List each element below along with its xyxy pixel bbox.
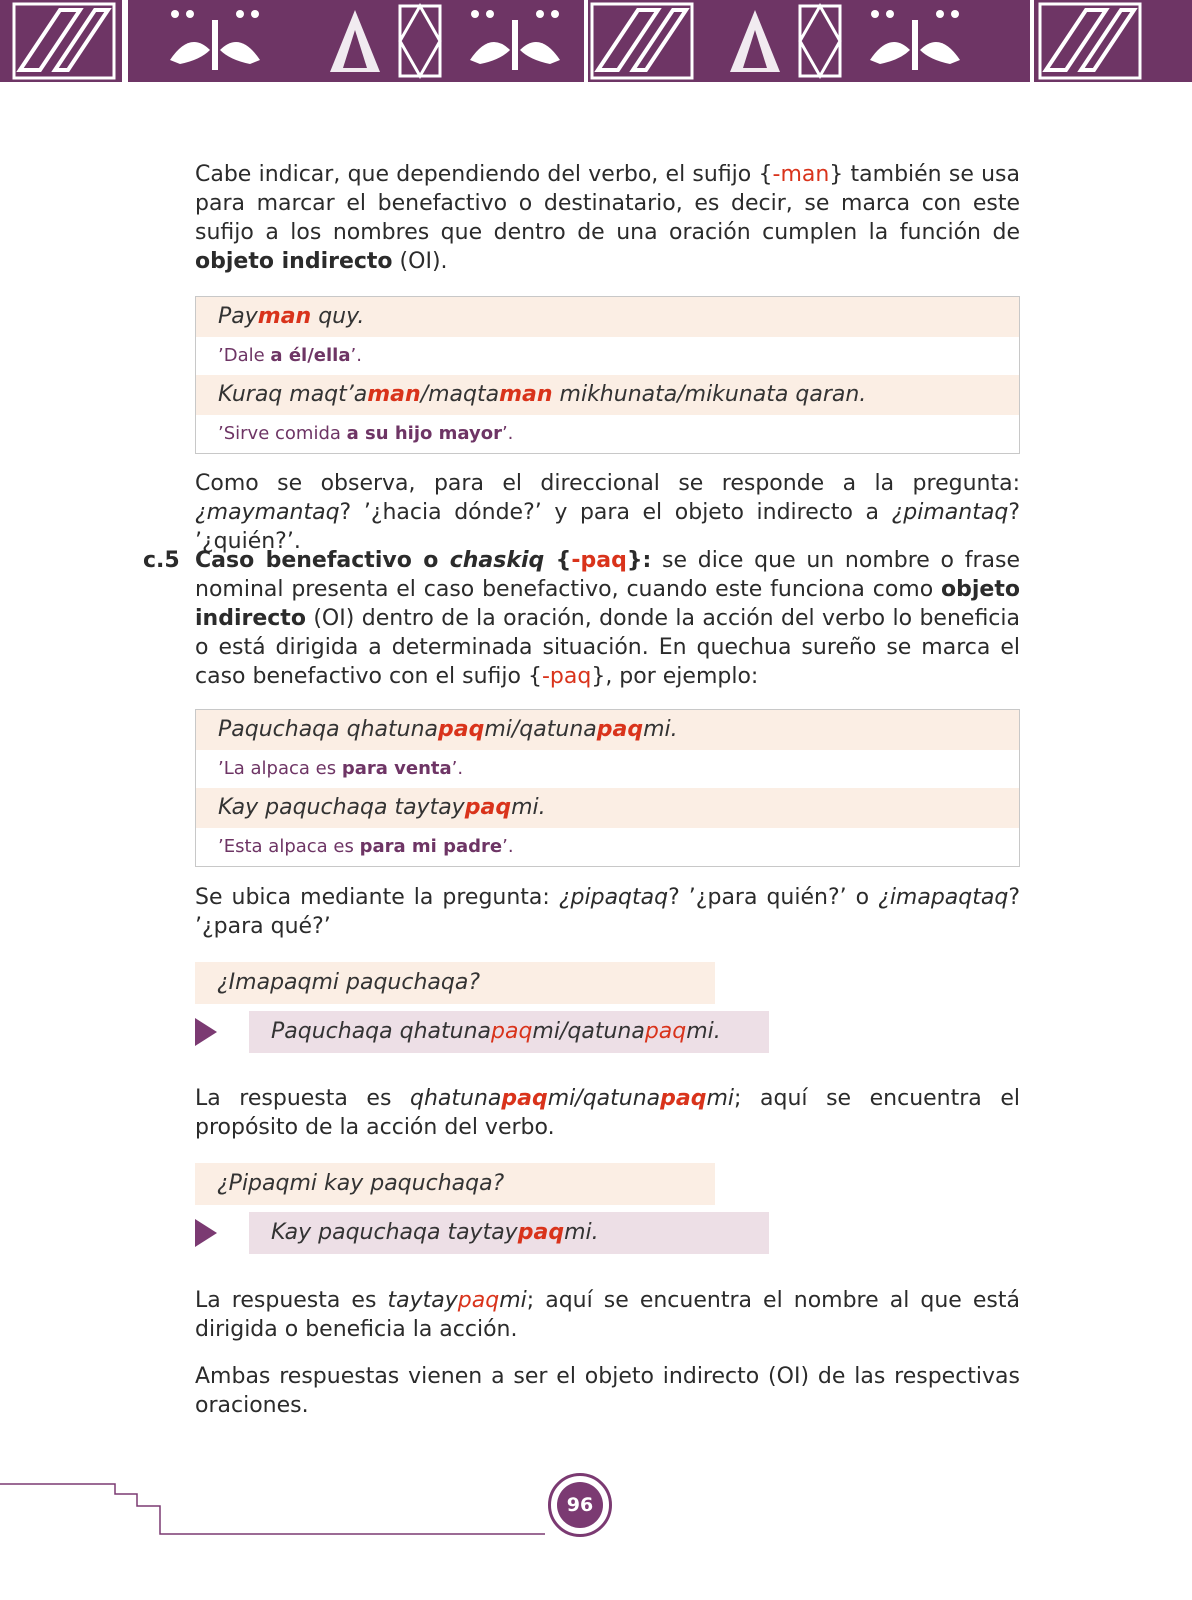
textile-pattern-icon — [0, 0, 1192, 82]
example-quechua-row — [196, 710, 1019, 750]
answer-box — [249, 1212, 769, 1254]
text: Ambas respuestas vienen a ser el objeto indirecto (OI) de las respectivas oraciones. — [195, 1364, 1020, 1418]
text: mi/qatuna — [484, 717, 597, 742]
example-translation-row — [196, 828, 1019, 866]
example-translation-row — [196, 415, 1019, 453]
page-number: 96 — [557, 1482, 603, 1528]
suffix-highlight: paq — [644, 1019, 687, 1044]
suffix-highlight: paq — [596, 717, 644, 742]
text: mi. — [686, 1019, 721, 1044]
text: Se ubica mediante la pregunta: — [195, 885, 559, 910]
text: ; aquí se encuentra el nombre al que está dirigida o beneficia la acción. — [195, 1288, 1020, 1342]
bold-term: para mi padre — [359, 836, 503, 857]
text: Como se observa, para el direccional se responde a la pregunta: — [195, 471, 1020, 496]
bold-term: a él/ella — [270, 345, 351, 366]
section-c5 — [143, 546, 1020, 691]
suffix-highlight: paq — [491, 1019, 533, 1044]
suffix-highlight: man — [257, 304, 312, 329]
section-heading: Caso benefactivo o — [195, 548, 450, 573]
text: ’. — [451, 758, 464, 779]
text: Paquchaqa qhatuna — [218, 717, 438, 742]
text: La respuesta es — [195, 1086, 410, 1111]
italic-term: ¿pimantaq — [891, 500, 1009, 525]
text: ’Dale — [218, 345, 271, 366]
bold-term: objeto indirecto — [195, 249, 393, 274]
section-heading: { — [544, 548, 572, 573]
page-number-badge — [548, 1473, 612, 1537]
text: se dice que un nombre o frase nominal presenta el caso benefactivo, cuando este funciona como — [195, 548, 1020, 602]
question-text: ¿Pipaqmi kay paquchaqa? — [217, 1171, 505, 1196]
text: La respuesta es — [195, 1288, 388, 1313]
text: (OI). — [392, 249, 448, 274]
text: ’. — [502, 836, 514, 857]
text: mi. — [511, 795, 546, 820]
italic-term: ¿maymantaq — [195, 500, 340, 525]
section-heading-italic: chaskiq — [449, 548, 545, 573]
play-arrow-icon — [195, 1018, 217, 1046]
text: Kay paquchaqa taytay — [218, 795, 465, 820]
italic-term: mi — [499, 1288, 527, 1313]
play-arrow-icon — [195, 1219, 217, 1247]
text: ’. — [350, 345, 362, 366]
text: mi/qatuna — [532, 1019, 645, 1044]
text: ? ’¿para qué?’ — [195, 885, 1021, 939]
suffix-highlight: -paq — [541, 664, 592, 689]
text: ? ’¿para quién?’ o — [668, 885, 879, 910]
example-quechua-row — [196, 375, 1019, 415]
italic-term: ¿pipaqtaq — [558, 885, 669, 910]
example-translation-row — [196, 337, 1019, 375]
text: mikhunata/mikunata qaran. — [552, 382, 867, 407]
italic-term: qhatuna — [410, 1086, 502, 1111]
suffix-highlight: man — [367, 382, 421, 407]
italic-term: mi — [706, 1086, 735, 1111]
text: }, por ejemplo: — [591, 664, 759, 689]
section-number: c.5 — [143, 548, 180, 573]
paragraph-locate-question — [195, 883, 1020, 941]
answer-box — [249, 1011, 769, 1053]
text: Kay paquchaqa taytay — [271, 1220, 518, 1245]
text: } también se usa para marcar el benefactivo o destinatario, es decir, se marca con este sufijo a los nombres que dentro de una oración cumplen la función de — [195, 162, 1020, 245]
paragraph-conclusion — [195, 1362, 1020, 1420]
text: Kuraq maqt’a — [218, 382, 368, 407]
suffix-highlight: man — [499, 382, 553, 407]
question-box — [195, 1163, 715, 1205]
text: ’Esta alpaca es — [218, 836, 360, 857]
example-quechua-row — [196, 788, 1019, 828]
decorative-banner — [0, 0, 1192, 82]
suffix-highlight: paq — [501, 1086, 548, 1111]
text: (OI) dentro de la oración, donde la acción del verbo lo beneficia o está dirigida a determinada situación. En quechua sureño se marca el caso benefactivo con el sufijo { — [195, 606, 1020, 689]
suffix-highlight: paq — [438, 717, 485, 742]
italic-term: mi/qatuna — [547, 1086, 661, 1111]
text: /maqta — [420, 382, 500, 407]
italic-term: ¿imapaqtaq — [878, 885, 1009, 910]
suffix-highlight: paq — [457, 1288, 500, 1313]
question-text: ¿Imapaqmi paquchaqa? — [217, 970, 481, 995]
text: Pay — [218, 304, 258, 329]
bold-term: objeto indirecto — [195, 577, 1020, 631]
paragraph-answer-beneficiary — [195, 1286, 1020, 1344]
suffix-highlight: paq — [517, 1220, 565, 1245]
example-quechua-row — [196, 297, 1019, 337]
example-table-paq — [195, 709, 1020, 867]
bold-term: para venta — [341, 758, 452, 779]
text: Paquchaqa qhatuna — [271, 1019, 491, 1044]
section-heading: }: — [626, 548, 652, 573]
text: ? ’¿quién?’. — [195, 500, 1020, 554]
question-box — [195, 962, 715, 1004]
text: quy. — [311, 304, 365, 329]
suffix-highlight: -man — [772, 162, 830, 187]
paragraph-question-note — [195, 469, 1020, 556]
text: ; aquí se encuentra el propósito de la acción del verbo. — [195, 1086, 1020, 1140]
text: mi. — [564, 1220, 599, 1245]
suffix-highlight: paq — [660, 1086, 707, 1111]
paragraph-benefactive-intro — [195, 160, 1020, 276]
example-table-man — [195, 296, 1020, 454]
paragraph-answer-purpose — [195, 1084, 1020, 1142]
text: ’La alpaca es — [218, 758, 342, 779]
bold-term: a su hijo mayor — [346, 423, 502, 444]
text: mi. — [643, 717, 678, 742]
suffix-highlight: -paq — [571, 548, 627, 573]
text: ’. — [501, 423, 514, 444]
text: ’Sirve comida — [218, 423, 347, 444]
suffix-highlight: paq — [464, 795, 512, 820]
text: ? ’¿hacia dónde?’ y para el objeto indirecto a — [339, 500, 892, 525]
example-translation-row — [196, 750, 1019, 788]
italic-term: taytay — [387, 1288, 458, 1313]
text: Cabe indicar, que dependiendo del verbo, el sufijo { — [195, 162, 773, 187]
